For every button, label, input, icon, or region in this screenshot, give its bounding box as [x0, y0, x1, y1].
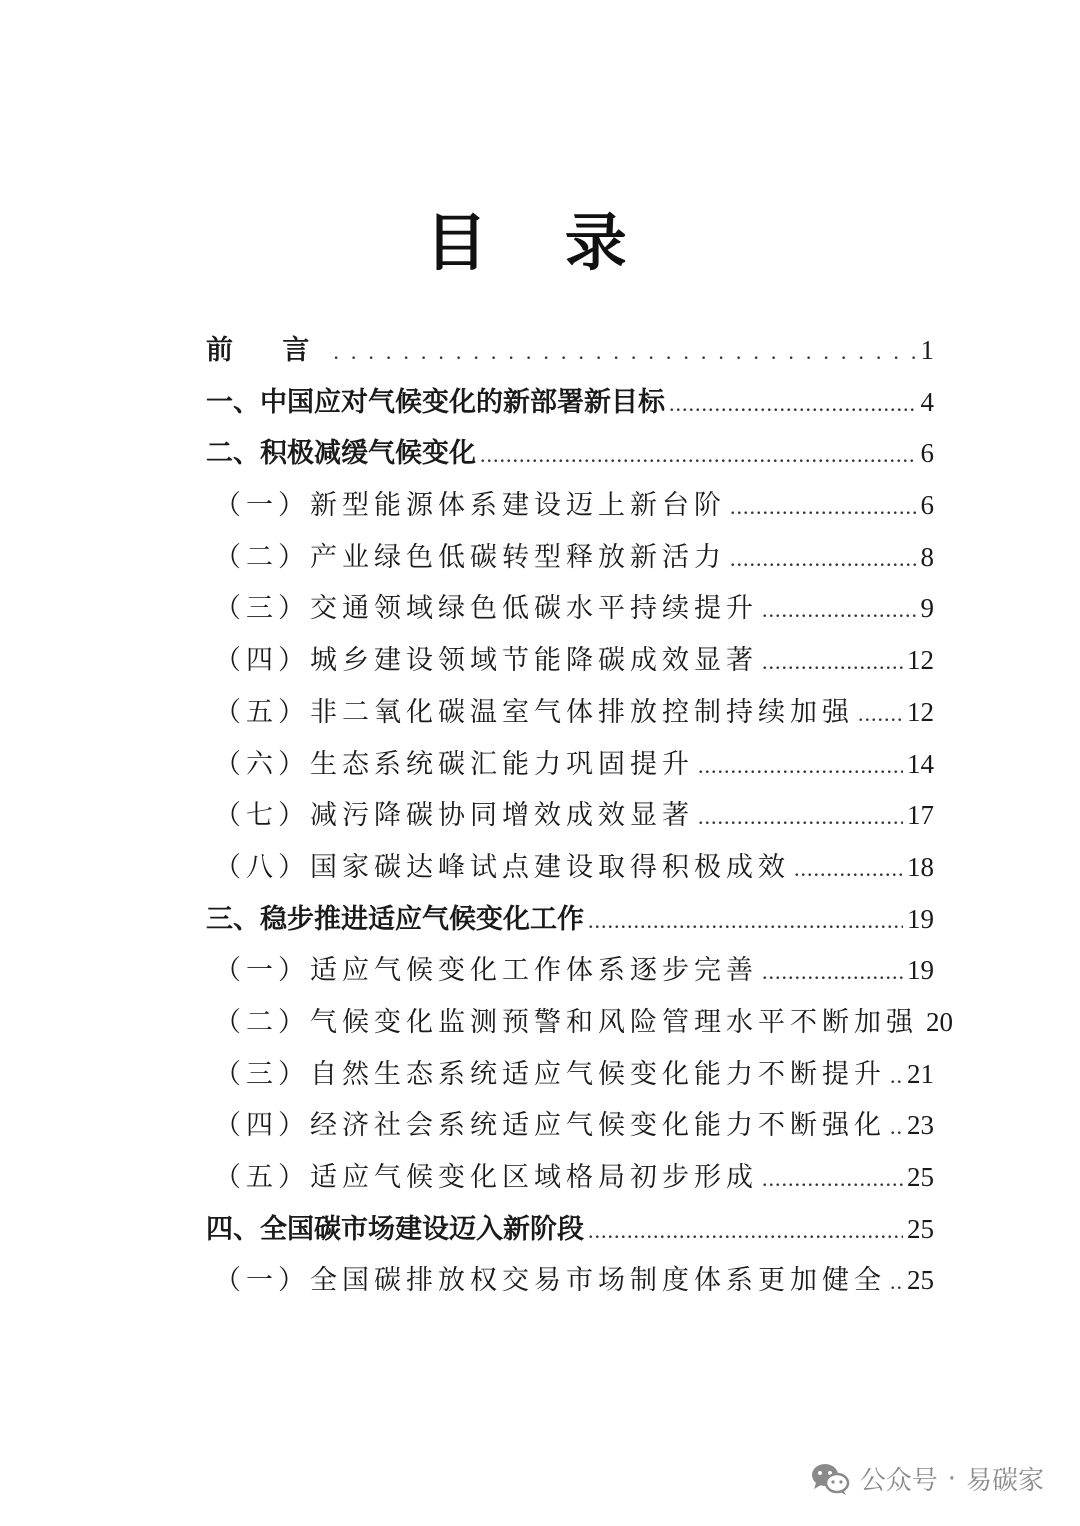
dot-leader	[762, 946, 903, 998]
toc-entry	[206, 428, 934, 480]
toc-entry-label: （八）国家碳达峰试点建设取得积极成效	[214, 851, 790, 883]
toc-entry-page-number: 18	[907, 851, 934, 882]
toc-entry	[206, 1152, 934, 1204]
dot-leader	[890, 1256, 903, 1308]
watermark-account: 易碳家	[965, 1466, 1044, 1496]
wechat-icon	[810, 1462, 850, 1496]
toc-entry-page-number: 9	[920, 593, 934, 624]
toc-entry-label: （一）适应气候变化工作体系逐步完善	[214, 955, 758, 987]
dot-leader	[480, 429, 917, 481]
toc-entry-page-number: 4	[920, 386, 934, 417]
toc-entry	[206, 945, 934, 997]
toc-entry-label: （一）新型能源体系建设迈上新台阶	[214, 490, 726, 522]
toc-entry-label: （五）适应气候变化区域格局初步形成	[214, 1162, 758, 1193]
dot-leader	[333, 326, 916, 378]
toc-entry-page-number: 12	[907, 645, 934, 676]
toc-entry-label: （六）生态系统碳汇能力巩固提升	[214, 748, 694, 780]
toc-entry	[206, 1049, 934, 1101]
toc-entry-page-number: 23	[907, 1110, 934, 1141]
toc-entry-label: （四）城乡建设领域节能降碳成效显著	[214, 645, 758, 677]
toc-entry-label: （五）非二氧化碳温室气体排放控制持续加强	[214, 696, 854, 728]
toc-entry-page-number: 1	[920, 335, 934, 365]
toc-entry	[206, 480, 934, 532]
toc-entry	[206, 842, 934, 894]
toc-entry	[206, 790, 934, 842]
toc-entry	[206, 687, 934, 739]
dot-leader	[698, 791, 903, 843]
toc-entry-label: 三、稳步推进适应气候变化工作	[206, 903, 584, 935]
toc-entry	[206, 894, 934, 946]
toc-entry	[206, 1255, 934, 1307]
toc-entry	[206, 532, 934, 584]
watermark	[810, 1460, 1044, 1497]
dot-leader	[890, 1101, 903, 1153]
toc-entry-label: （七）减污降碳协同增效成效显著	[214, 800, 694, 832]
toc-entry-page-number: 25	[907, 1162, 934, 1192]
dot-leader	[698, 740, 903, 792]
toc-entry-page-number: 14	[907, 748, 934, 779]
toc-entry	[206, 739, 934, 791]
toc-entry-page-number: 12	[907, 696, 934, 727]
toc-entry-label: 四、全国碳市场建设迈入新阶段	[206, 1213, 584, 1245]
dot-leader	[730, 481, 917, 533]
toc-entry-page-number: 6	[920, 490, 934, 521]
toc-entry-label: 一、中国应对气候变化的新部署新目标	[206, 386, 665, 418]
toc-entry-label: （一）全国碳排放权交易市场制度体系更加健全	[214, 1265, 886, 1297]
toc-entry-page-number: 19	[907, 903, 934, 934]
dot-leader	[730, 533, 917, 585]
dot-leader	[669, 378, 917, 430]
toc-entry-page-number: 25	[907, 1265, 934, 1296]
dot-leader	[762, 636, 903, 688]
toc-entry	[206, 583, 934, 635]
toc-entry-label: （二）气候变化监测预警和风险管理水平不断加强	[214, 1006, 918, 1038]
dot-leader	[588, 895, 903, 947]
toc-entry-page-number: 6	[920, 438, 934, 469]
toc-entry-label: 前 言	[206, 335, 330, 366]
toc-entry	[206, 325, 934, 377]
toc-entry-label: （四）经济社会系统适应气候变化能力不断强化	[214, 1110, 886, 1142]
toc-entry-label: （三）交通领域绿色低碳水平持续提升	[214, 593, 758, 625]
dot-leader	[588, 1205, 903, 1257]
toc-entry	[206, 377, 934, 429]
toc-entry-label: （二）产业绿色低碳转型释放新活力	[214, 541, 726, 573]
dot-leader	[762, 584, 917, 636]
toc-entry	[206, 1204, 934, 1256]
toc-entry	[206, 997, 953, 1049]
toc-entry	[206, 635, 934, 687]
table-of-contents	[206, 325, 953, 1307]
toc-entry-page-number: 25	[907, 1213, 934, 1244]
dot-leader	[890, 1050, 903, 1102]
dot-leader	[858, 688, 903, 740]
toc-entry-page-number: 8	[920, 541, 934, 572]
page-title: 目 录	[425, 206, 655, 279]
toc-entry-page-number: 21	[907, 1058, 934, 1089]
toc-entry-label: （三）自然生态系统适应气候变化能力不断提升	[214, 1058, 886, 1090]
toc-entry-page-number: 17	[907, 800, 934, 831]
toc-entry-page-number: 20	[926, 1006, 953, 1037]
watermark-separator: ·	[947, 1463, 956, 1494]
toc-entry-label: 二、积极减缓气候变化	[206, 438, 476, 470]
toc-entry-page-number: 19	[907, 955, 934, 986]
toc-entry	[206, 1100, 934, 1152]
watermark-prefix: 公众号	[859, 1466, 938, 1496]
dot-leader	[794, 843, 903, 895]
dot-leader	[762, 1153, 903, 1205]
